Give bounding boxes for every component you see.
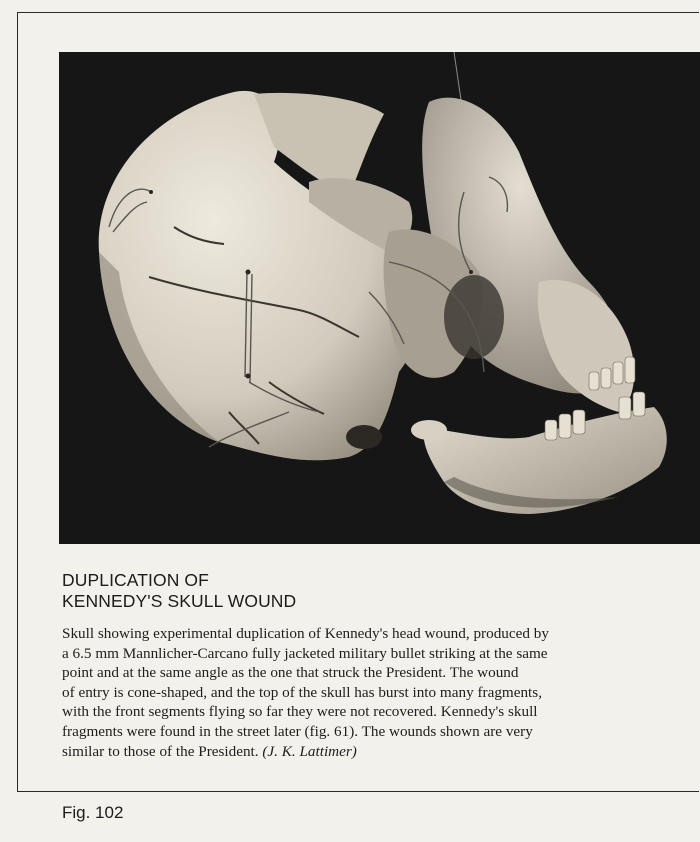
photo-credit: (J. K. Lattimer) [262,742,357,760]
caption-line: of entry is cone-shaped, and the top of the skull has burst into many fragments, [62,683,542,701]
caption-body [62,624,690,761]
skull-photograph [59,52,700,544]
figure-label: Fig. 102 [62,803,124,822]
caption-line: fragments were found in the street later (fig. 61). The wounds shown are very [62,722,533,740]
caption-heading-line: KENNEDY'S SKULL WOUND [62,591,297,611]
caption-heading-line: DUPLICATION OF [62,570,209,590]
caption-line: point and at the same angle as the one that struck the President. The wound [62,664,519,682]
caption-heading [62,570,662,612]
caption-last-text: similar to those of the President. [62,742,259,760]
skull-illustration [59,52,700,544]
caption-line: Skull showing experimental duplication of Kennedy's head wound, produced by [62,625,549,642]
caption-line: with the front segments flying so far they were not recovered. Kennedy's skull [62,703,538,721]
caption-line-last [62,742,690,762]
caption-line: a 6.5 mm Mannlicher-Carcano fully jacketed military bullet striking at the same [62,644,548,662]
